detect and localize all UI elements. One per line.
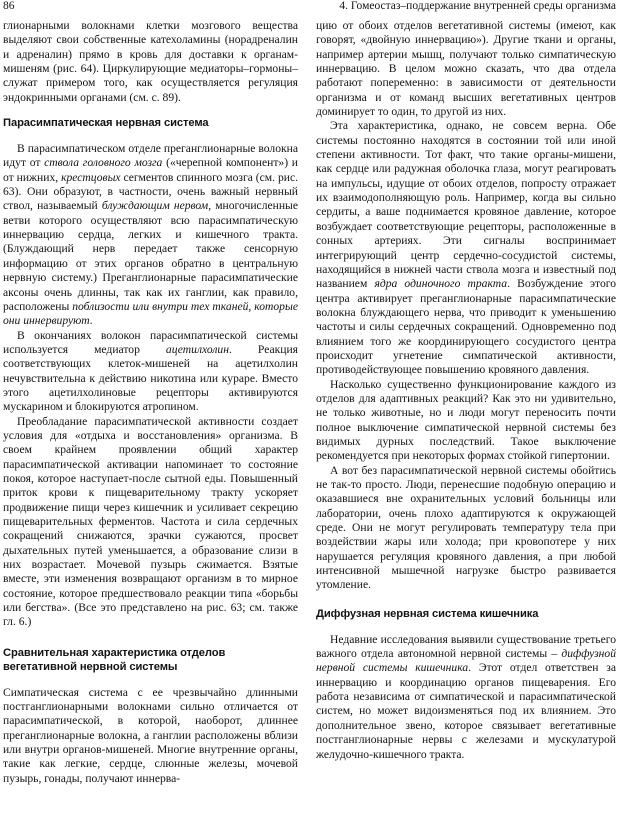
paragraph: цию от обоих отделов вегетативной системы (имеют, как говорят, «двойную иннервацию»). Другие ткани и органы, например артерии мышц, получают только симпатическую иннервацию. В целом можно сказать, что два отдела работают попеременно: в зависимости от деятельности организма и от команд высших вегетативных центров доминирует то один, то другой из них. xyxy=(316,19,616,119)
right-column xyxy=(316,19,616,762)
paragraph: Эта характеристика, однако, не совсем верна. Обе системы постоянно находятся в состоянии той или иной степени активности. Тот факт, что такие органы-мишени, как сердце или радужная оболочка глаза, могут реагировать на импульсы, идущие от обоих отделов, попросту отражает их взаимодополняющую роль. Например, когда вы сильно сердиты, а ваше поднимается кровяное давление, которое возбуждает соответствующие рецепторы, расположенные в сонных артериях. Эти сигналы воспринимает интегрирующий центр сердечно-сосудистой системы, находящийся в нижней части ствола мозга и известный под названием ядра одиночного тракта. Возбуждение этого центра активирует преганглионарные парасимпатические волокна блуждающего нерва, что приводит к уменьшению частоты и силы сердечных сокращений. Одновременно под влиянием того же координирующего сосудистого центра происходит угнетение симпатической активности, противодействующее повышению кровяного давления. xyxy=(316,119,617,377)
paragraph: глионарными волокнами клетки мозгового вещества выделяют свои собственные катехоламины (норадреналин и адреналин) прямо в кровь для доставки к органам-мишеням (рис. 64). Циркулирующие медиаторы–гормоны–служат примером того, как осуществляется регуляция эндокринными органами (см. с. 89). xyxy=(3,19,298,104)
page-number: 86 xyxy=(3,0,15,12)
paragraph: Преобладание парасимпатической активности создает условия для «отдыха и восстановления» организма. В своем крайнем проявлении общий характер парасимпатической активации напоминает то состояние покоя, которое наступает-после сытной еды. Повышенный приток крови к пищеварительному тракту ускоряет продвижение пищи через кишечник и усиливает секрецию пищеварительных ферментов. Частота и сила сердечных сокращений снижаются, зрачки сужаются, просвет дыхательных путей уменьшается, а образование слизи в них возрастает. Мочевой пузырь сжимается. Взятые вместе, эти изменения возвращают организм в то мирное состояние, которое предшествовало реакции типа «борьбы или бегства». (Все это представлено на рис. 63; см. также гл. 6.) xyxy=(3,414,298,629)
left-column xyxy=(3,19,298,786)
paragraph: В парасимпатическом отделе преганглионарные волокна идут от ствола головного мозга («черепной компонент») и от нижних, крестцовых сегментов спинного мозга (см. рис. 63). Они образуют, в частности, очень важный нервный ствол, называемый блуждающим нервом, многочисленные ветви которого осуществляют всю парасимпатическую иннервацию сердца, легких и кишечного тракта. (Блуждающий нерв передает также сенсорную информацию от этих органов обратно в центральную нервную систему.) Преганглионарные парасимпатические аксоны очень длинны, так как их ганглии, как правило, расположены поблизости или внутри тех тканей, которые они иннервируют. xyxy=(3,142,299,328)
paragraph: Насколько существенно функционирование каждого из отделов для адаптивных реакций? Как это ни удивительно, не только животные, но и люди могут переносить почти полное выключение симпатической нервной системы без видимых дурных последствий. Такое выключение рекомендуется при некоторых формах стойкой гипертонии. xyxy=(316,377,616,463)
section-heading-comparison: Сравнительная характеристика отделов вегетативной нервной системы xyxy=(3,646,226,673)
section-heading-parasympathetic: Парасимпатическая нервная система xyxy=(3,117,209,130)
paragraph: В окончаниях волокон парасимпатической системы используется медиатор ацетилхолин. Реакция соответствующих клеток-мишеней на ацетилхолин нечувствительна к действию никотина или кураре. Вместо этого ацетилхолиновые рецепторы активируются мускарином и блокируются атропином. xyxy=(3,328,298,414)
running-title: 4. Гомеостаз–поддержание внутренней среды организма xyxy=(339,0,616,12)
section-heading-enteric: Диффузная нервная система кишечника xyxy=(316,607,539,620)
paragraph: Симпатическая система с ее чрезвычайно длинными постганглионарными волокнами сильно отличается от парасимпатической, в которой, наоборот, длиннее преганглионарные волокна, а ганглии расположены вблизи или внутри органов-мишеней. Многие внутренние органы, такие как легкие, сердце, слюнные железы, мочевой пузырь, гонады, получают иннерва- xyxy=(3,685,298,785)
paragraph: А вот без парасимпатической нервной системы обойтись не так-то просто. Люди, перенесшие подобную операцию и оказавшиеся вне охранительных условий больницы или лаборатории, очень плохо адаптируются к окружающей среде. Они не могут регулировать температуру тела при воздействии жары или холода; при кровопотере у них нарушается регуляция кровяного давления, а при любой интенсивной мышечной нагрузке быстро развивается утомление. xyxy=(316,463,616,592)
paragraph: Недавние исследования выявили существование третьего важного отдела автономной нервной системы – диффузной нервной системы кишечника. Этот отдел ответствен за иннервацию и координацию органов пищеварения. Его работа независима от симпатической и парасимпатической систем, но может видоизменяться под их влиянием. Это дополнительное звено, которое связывает вегетативные постганглионарные нервы с железами и мускулатурой желудочно-кишечного тракта. xyxy=(316,632,616,761)
